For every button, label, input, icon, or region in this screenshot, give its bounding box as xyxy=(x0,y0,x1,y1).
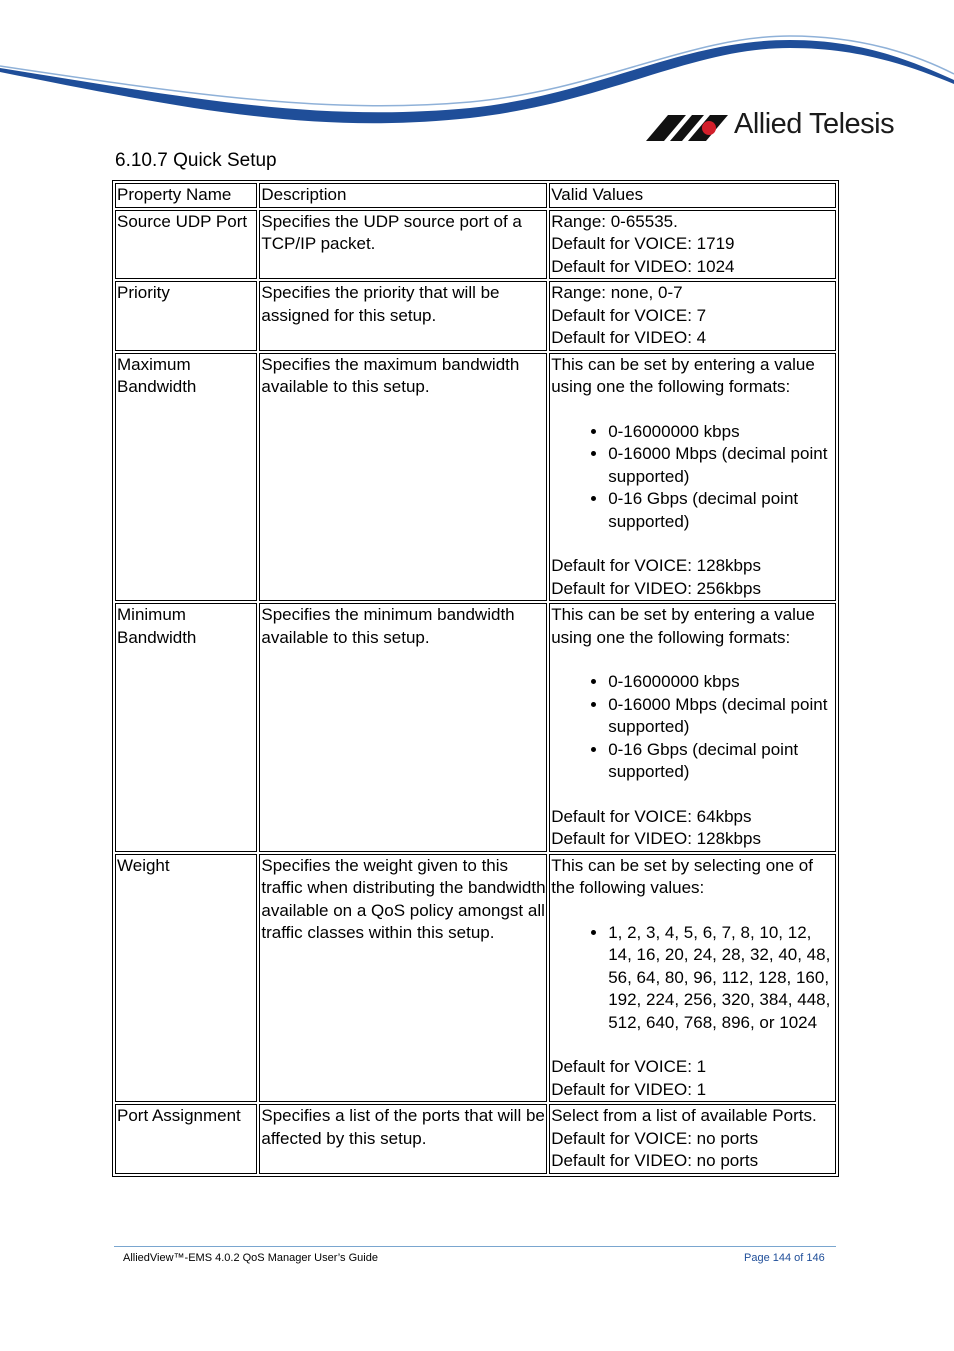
default-value-text: Select from a list of available Ports. xyxy=(551,1106,817,1125)
values-intro-text: This can be set by entering a value using one the following formats: xyxy=(551,605,815,647)
default-value-text: Default for VOICE: 1 xyxy=(551,1057,707,1076)
table-row xyxy=(115,281,836,351)
values-list-item: • 0-16 Gbps (decimal point supported) xyxy=(608,739,835,784)
default-value-text: Default for VOICE: 7 xyxy=(551,305,707,325)
allied-telesis-logo xyxy=(646,108,906,148)
logo-mark-icon xyxy=(646,115,728,141)
table-header-row xyxy=(115,183,836,208)
description-cell: Specifies a list of the ports that will be affected by this setup. xyxy=(259,1104,547,1174)
property-name-cell: Port Assignment xyxy=(115,1104,257,1174)
valid-values-cell xyxy=(549,281,836,351)
column-header: Description xyxy=(259,183,547,208)
valid-values-cell xyxy=(549,854,836,1103)
description-cell: Specifies the minimum bandwidth available to this setup. xyxy=(259,603,547,852)
values-list xyxy=(551,421,835,534)
values-list-item: • 0-16000 Mbps (decimal point supported) xyxy=(608,694,835,739)
default-value-text: Default for VIDEO: 128kbps xyxy=(551,829,761,848)
description-cell: Specifies the UDP source port of a TCP/IP packet. xyxy=(259,210,547,280)
valid-values-cell xyxy=(549,1104,836,1174)
values-list xyxy=(551,671,835,784)
table-row xyxy=(115,210,836,280)
default-value-text: Default for VOICE: 1719 xyxy=(551,234,735,253)
footer-rule xyxy=(114,1246,836,1247)
property-name-cell: Maximum Bandwidth xyxy=(115,353,257,602)
table-row xyxy=(115,854,836,1103)
default-value-text: Default for VIDEO: 256kbps xyxy=(551,578,761,598)
property-name-cell: Weight xyxy=(115,854,257,1103)
column-header: Valid Values xyxy=(549,183,836,208)
table-row xyxy=(115,353,836,602)
default-value-text: Default for VIDEO: 4 xyxy=(551,328,707,347)
default-value-text: Default for VIDEO: 1 xyxy=(551,1079,707,1099)
column-header: Property Name xyxy=(115,183,257,208)
footer-page-number: Page 144 of 146 xyxy=(744,1252,825,1264)
property-name-cell: Priority xyxy=(115,281,257,351)
values-intro-text: This can be set by entering a value using one the following formats: xyxy=(551,354,815,396)
footer-guide-title: AlliedView™-EMS 4.0.2 QoS Manager User’s Guide xyxy=(123,1252,378,1264)
description-cell: Specifies the maximum bandwidth available to this setup. xyxy=(259,353,547,602)
brand-name: Allied Telesis xyxy=(734,108,895,140)
section-title: 6.10.7 Quick Setup xyxy=(115,150,277,171)
description-cell: Specifies the weight given to this traffic when distributing the bandwidth available on a QoS policy amongst all traffic classes within this setup. xyxy=(259,854,547,1103)
default-value-text: Default for VOICE: 128kbps xyxy=(551,556,761,575)
values-list-item: • 0-16000000 kbps xyxy=(608,421,835,444)
valid-values-cell xyxy=(549,353,836,602)
valid-values-cell xyxy=(549,210,836,280)
quick-setup-table xyxy=(112,180,839,1177)
values-list-item: • 0-16 Gbps (decimal point supported) xyxy=(608,488,835,533)
description-cell: Specifies the priority that will be assigned for this setup. xyxy=(259,281,547,351)
values-list xyxy=(551,922,835,1035)
default-value-text: Default for VIDEO: no ports xyxy=(551,1151,759,1170)
default-value-text: Range: 0-65535. xyxy=(551,211,678,231)
default-value-text: Default for VOICE: no ports xyxy=(551,1128,759,1148)
table-row xyxy=(115,603,836,852)
property-name-cell: Source UDP Port xyxy=(115,210,257,280)
valid-values-cell xyxy=(549,603,836,852)
values-list-item: • 1, 2, 3, 4, 5, 6, 7, 8, 10, 12, 14, 16, 20, 24, 28, 32, 40, 48, 56, 64, 80, 96, 112, 128, 160, 192, 224, 256, 320, 384, 448, 512, 640, 768, 896, or 1024 xyxy=(608,922,835,1035)
default-value-text: Default for VOICE: 64kbps xyxy=(551,806,752,826)
values-intro-text: This can be set by selecting one of the following values: xyxy=(551,855,813,897)
values-list-item: • 0-16000 Mbps (decimal point supported) xyxy=(608,443,835,488)
table-row xyxy=(115,1104,836,1174)
values-list-item: • 0-16000000 kbps xyxy=(608,671,835,694)
default-value-text: Range: none, 0-7 xyxy=(551,283,683,302)
default-value-text: Default for VIDEO: 1024 xyxy=(551,256,735,276)
property-name-cell: Minimum Bandwidth xyxy=(115,603,257,852)
table-body xyxy=(115,210,836,1174)
